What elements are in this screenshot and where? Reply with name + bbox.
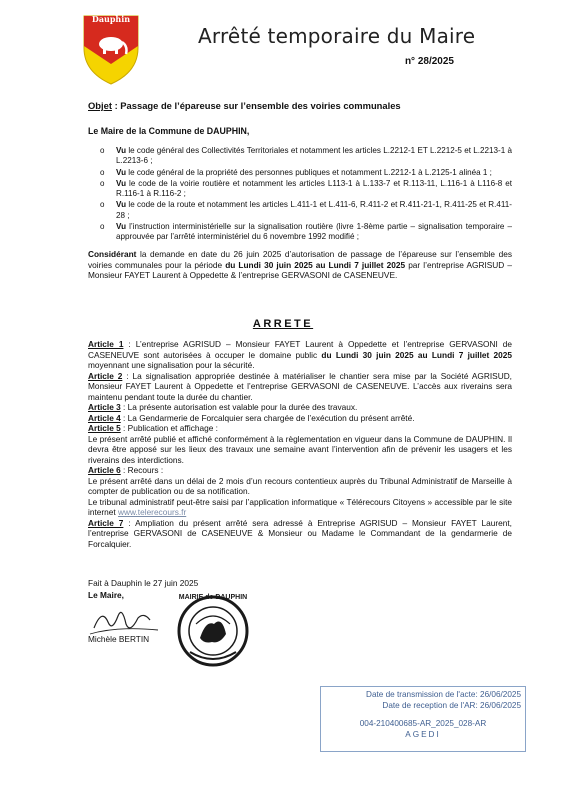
list-item: o Vu le code de la route et notamment les articles L.411-1 et L.411-6, R.411-2 et R.411-21-1, R.411-25 et R.411-28 ;	[100, 200, 512, 221]
article-7: Article 7 : Ampliation du présent arrêté sera adressé à Entreprise AGRISUD – Monsieur FAYET Laurent, l’entreprise GERVASONI de CASENEUVE & Monsieur ou Madame le Commandant de la gendarmerie de Forcalquier.	[88, 517, 512, 549]
objet-line	[88, 100, 401, 111]
objet-text: : Passage de l’épareuse sur l’ensemble des voiries communales	[111, 100, 401, 111]
article-5-body: Le présent arrêté publié et affiché conformément à la règlementation en vigueur dans la Commune de DAUPHIN. Il devra être apposé sur les lieux des travaux une semaine avant l’intervention afin de prévenir les usagers et les riverains des interdictions.	[88, 433, 512, 465]
logo-text: Dauphin	[91, 14, 131, 24]
article-1: Article 1 : L’entreprise AGRISUD – Monsieur FAYET Laurent à Oppedette et l’entreprise GERVASONI de CASENEUVE sont autorisées à occuper le domaine public du Lundi 30 juin 2025 au Lundi 7 juillet 2025 moyennant une signalisation pour la sécurité.	[88, 339, 512, 370]
transmission-date: Date de transmission de l'acte: 26/06/2025	[366, 690, 521, 699]
vu-list	[100, 146, 512, 244]
article-5: Article 5 : Publication et affichage :	[88, 423, 218, 433]
stamp-text: MAIRIE de DAUPHIN	[178, 594, 248, 601]
considerant-paragraph: Considérant la demande en date du 26 juin 2025 d’autorisation de passage de l’épareuse sur l’ensemble des voiries communales pour la période du Lundi 30 juin 2025 au Lundi 7 juillet 2025 par l’entreprise AGRISUD – Monsieur FAYET Laurent à Oppedette & l’entreprise GERVASONI de CASENEUVE.	[88, 249, 512, 280]
mairie-stamp	[176, 594, 250, 668]
mayor-title: Le Maire,	[88, 590, 124, 600]
list-item: o Vu le code général des Collectivités Territoriales et notamment les articles L.2212-1 ET L.2212-5 et L.2213-1 à L.2213-6 ;	[100, 146, 512, 167]
signer-name: Michèle BERTIN	[88, 634, 150, 644]
objet-label: Objet	[88, 100, 112, 111]
articles-section	[88, 339, 512, 549]
document-title: Arrêté temporaire du Maire	[198, 24, 476, 48]
dauphin-logo	[82, 14, 140, 86]
reception-date: Date de reception de l'AR: 26/06/2025	[382, 700, 521, 710]
article-2: Article 2 : La signalisation appropriée destinée à matérialiser le chantier sera mise par la Société AGRISUD, Monsieur FAYET Laurent à Oppedette et l’entreprise GERVASONI de CASENEUVE. L’accès aux riverains sera maintenu pendant toute la durée du chantier.	[88, 370, 512, 402]
transmission-box	[320, 686, 526, 752]
article-6: Article 6 : Recours :	[88, 465, 164, 475]
document-number: n° 28/2025	[404, 56, 454, 67]
act-identifier: 004-210400685-AR_2025_028-AR	[359, 719, 487, 729]
telerecours-link[interactable]: www.telerecours.fr	[117, 507, 187, 517]
article-4: Article 4 : La Gendarmerie de Forcalquier sera chargée de l’exécution du présent arrêté.	[88, 412, 415, 423]
article-6-body: Le présent arrêté dans un délai de 2 mois d’un recours contentieux auprès du Tribunal Administratif de Marseille à compter de publication ou de sa notification.	[88, 475, 512, 496]
mayor-intro: Le Maire de la Commune de DAUPHIN,	[88, 126, 250, 136]
list-item: o Vu le code de la voirie routière et notamment les articles L113-1 à L.133-7 et R.113-11, L.116-1 à L116-8 et R.116-1 à R.116-2 ;	[100, 179, 512, 200]
article-3: Article 3 : La présente autorisation est valable pour la durée des travaux.	[88, 402, 358, 412]
agedi-label: AGEDI	[405, 729, 441, 739]
list-item: o Vu l’instruction interministérielle sur la signalisation routière (livre 1-8ème partie – signalisation temporaire – approuvée par l’arrêté interministériel du 6 novembre 1992 modifié ;	[100, 222, 512, 243]
signing-date: Fait à Dauphin le 27 juin 2025	[88, 578, 199, 588]
list-item: o Vu le code général de la propriété des personnes publiques et notamment L.2212-1 à L.2125-1 alinéa 1 ;	[100, 168, 512, 178]
arrete-heading: ARRETE	[252, 318, 314, 330]
article-6-telerecours: Le tribunal administratif peut-être saisi par l’application informatique « Télérecours Citoyens » accessible par le site internet www.telerecours.fr	[88, 496, 512, 517]
